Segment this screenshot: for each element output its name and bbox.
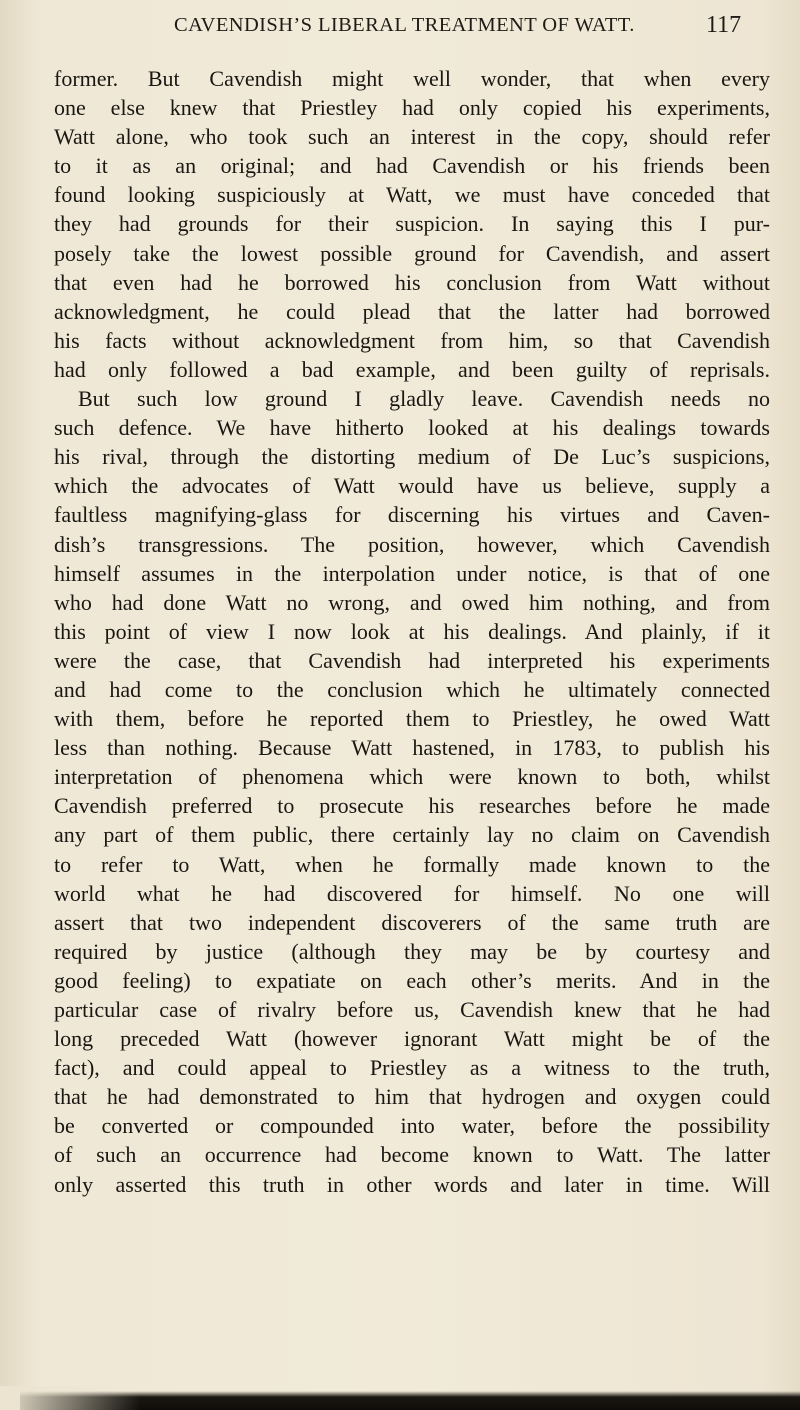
text-line: required by justice (although they may be by courtesy and [54,938,770,964]
text-line: acknowledgment, he could plead that the latter had borrowed [54,298,770,324]
text-line: be converted or compounded into water, before the possibility [54,1113,770,1139]
text-line: fact), and could appeal to Priestley as a witness to the truth, [54,1055,770,1081]
text-line: less than nothing. Because Watt hastened, in 1783, to publish his [54,735,770,761]
text-line: assert that two independent discoverers of the same truth are [54,909,770,935]
page-bottom-shadow-fade [0,1386,140,1410]
text-line: faultless magnifying-glass for discerning his virtues and Caven- [54,502,770,528]
text-line: that he had demonstrated to him that hydrogen and oxygen could [54,1084,770,1110]
text-line: only asserted this truth in other words and later in time. Will [54,1171,770,1197]
text-line: his rival, through the distorting medium of De Luc’s suspicions, [54,444,770,470]
text-line: posely take the lowest possible ground for Cavendish, and assert [54,240,770,266]
text-line: to refer to Watt, when he formally made known to the [54,851,770,877]
text-line: to it as an original; and had Cavendish or his friends been [54,153,770,179]
running-title: CAVENDISH’S LIBERAL TREATMENT OF WATT. [174,14,635,36]
text-line: particular case of rivalry before us, Cavendish knew that he had [54,997,770,1022]
text-line: world what he had discovered for himself. No one will [54,880,770,906]
text-line: had only followed a bad example, and been guilty of reprisals. [54,356,770,382]
running-head [0,8,800,48]
text-line: which the advocates of Watt would have us believe, supply a [54,473,770,499]
text-line: such defence. We have hitherto looked at his dealings towards [54,415,770,441]
text-line: this point of view I now look at his dealings. And plainly, if it [54,618,770,644]
text-line: dish’s transgressions. The position, however, which Cavendish [54,531,770,557]
body-text [54,64,770,1199]
text-line: Watt alone, who took such an interest in the copy, should refer [54,124,770,150]
text-line: former. But Cavendish might well wonder, that when every [54,66,770,91]
text-line: who had done Watt no wrong, and owed him nothing, and from [54,589,770,615]
text-line: that even had he borrowed his conclusion from Watt without [54,269,770,295]
text-line: and had come to the conclusion which he ultimately connected [54,676,770,702]
text-line: with them, before he reported them to Priestley, he owed Watt [54,706,770,732]
text-line: one else knew that Priestley had only copied his experiments, [54,95,770,121]
text-line: good feeling) to expatiate on each other’s merits. And in the [54,967,770,993]
text-line: long preceded Watt (however ignorant Watt might be of the [54,1026,770,1052]
text-line: any part of them public, there certainly lay no claim on Cavendish [54,822,770,848]
text-line: found looking suspiciously at Watt, we must have conceded that [54,182,770,208]
text-line: of such an occurrence had become known to Watt. The latter [54,1142,770,1168]
text-line: they had grounds for their suspicion. In saying this I pur- [54,211,770,237]
text-line: interpretation of phenomena which were known to both, whilst [54,764,770,790]
text-line: Cavendish preferred to prosecute his researches before he made [54,793,770,819]
text-line: were the case, that Cavendish had interpreted his experiments [54,647,770,673]
text-line: himself assumes in the interpolation under notice, is that of one [54,560,770,586]
text-line: his facts without acknowledgment from him, so that Cavendish [54,327,770,353]
page-number: 117 [706,12,742,38]
paragraph-first-line: But such low ground I gladly leave. Cavendish needs no [78,386,770,412]
